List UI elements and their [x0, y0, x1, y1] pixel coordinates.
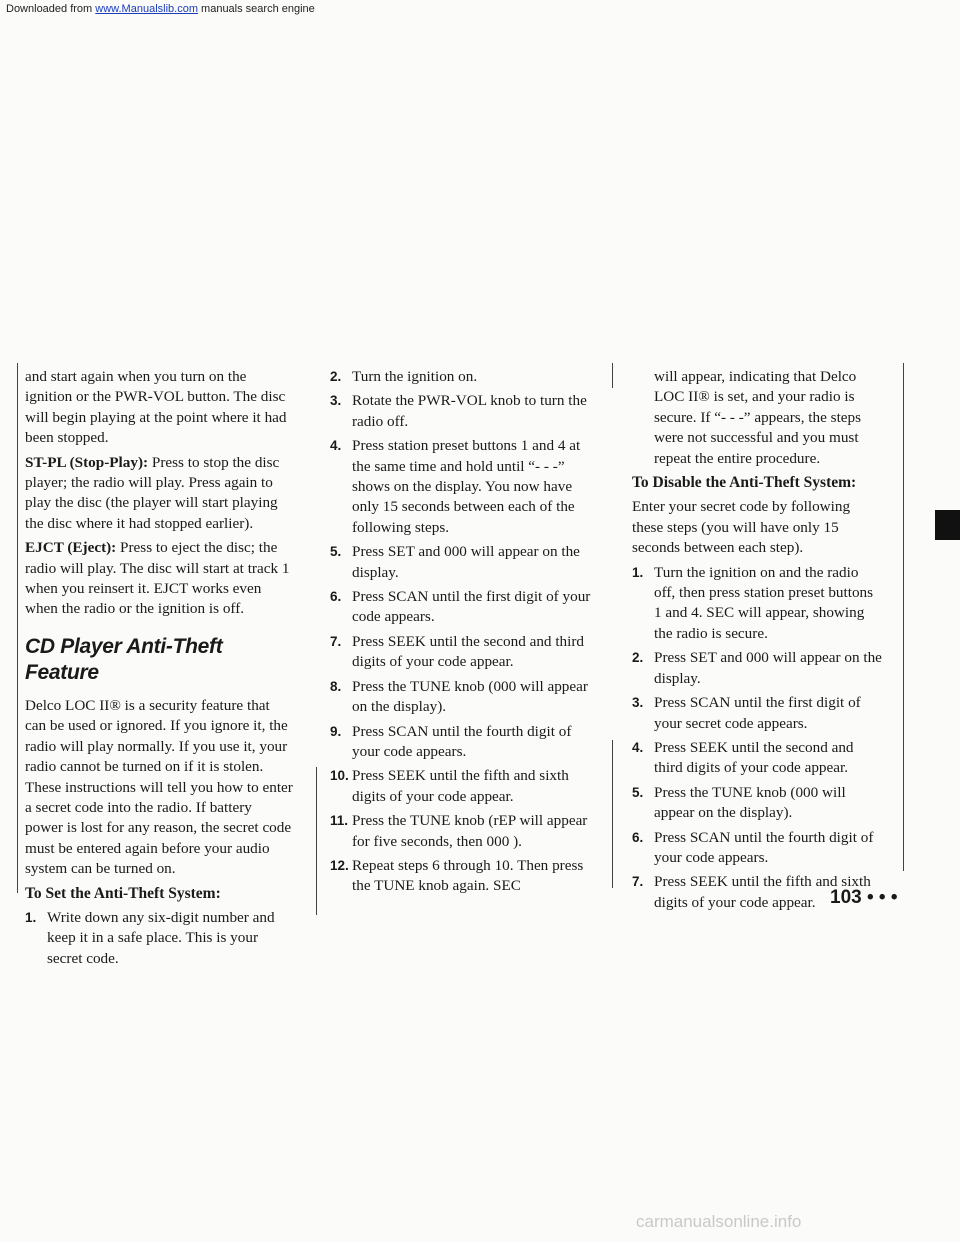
step-item: [330, 367, 602, 387]
step-text: Press the TUNE knob (000 will appear on the display).: [352, 677, 588, 716]
step-number: 9.: [330, 723, 342, 739]
set-system-heading: To Set the Anti-Theft System:: [25, 884, 221, 902]
step-item: [330, 632, 602, 673]
step-number: 6.: [330, 589, 342, 605]
step-text: Press SEEK until the second and third digits of your code appear.: [352, 632, 585, 671]
header-suffix: manuals search engine: [197, 3, 315, 15]
step-item: [330, 391, 602, 432]
step-number: 7.: [632, 874, 644, 890]
step-text: Press the TUNE knob (000 will appear on the display).: [654, 783, 846, 822]
step-item: [632, 563, 882, 645]
step-text: Rotate the PWR-VOL knob to turn the radio off.: [352, 392, 587, 430]
step-text: Press SET and 000 will appear on the display.: [352, 543, 580, 581]
step-item: [330, 856, 602, 897]
step-text: Press SCAN until the first digit of your secret code appears.: [654, 694, 861, 732]
far-right-rule: [903, 363, 904, 871]
st-pl-label: ST-PL (Stop-Play):: [25, 453, 149, 471]
intro-paragraph: and start again when you turn on the ignition or the PWR-VOL button. The disc will begin playing at the point where it had been stopped.: [25, 368, 287, 447]
step-item: [330, 677, 602, 718]
step-number: 4.: [632, 739, 644, 755]
step-number: 1.: [25, 909, 37, 925]
step-item: [330, 542, 602, 583]
step-number: 3.: [330, 393, 342, 409]
footer-watermark: carmanualsonline.info: [636, 1212, 802, 1231]
header-prefix: Downloaded from: [6, 3, 96, 15]
step-number: 2.: [330, 369, 342, 384]
column-right: [632, 367, 882, 917]
step-text: Press SEEK until the second and third digits of your code appear.: [654, 738, 854, 777]
step-text: Press SCAN until the fourth digit of your code appears.: [654, 828, 874, 866]
download-header: [6, 3, 315, 15]
step-item: [330, 811, 602, 852]
set-step: [25, 908, 293, 969]
step-text: Press the TUNE knob (rEP will appear for five seconds, then 000 ).: [352, 812, 588, 850]
center-rule: [316, 767, 317, 915]
ejct-paragraph: [25, 538, 293, 620]
step-text: Repeat steps 6 through 10. Then press the TUNE knob again. SEC: [352, 856, 584, 895]
step-number: 3.: [632, 695, 644, 711]
step-number: 6.: [632, 829, 644, 845]
step-text: Press SCAN until the first digit of your code appears.: [352, 588, 591, 626]
step-text: Turn the ignition on.: [352, 368, 478, 385]
ejct-label: EJCT (Eject):: [25, 539, 117, 557]
step-number: 10.: [330, 768, 349, 784]
right-rule-top: [612, 363, 613, 388]
step-item: [632, 828, 882, 869]
page-number: 103 • • •: [830, 887, 898, 908]
step-text: Write down any six-digit number and keep it in a safe place. This is your secret code.: [47, 908, 275, 967]
step-item: [330, 766, 602, 807]
left-rule: [17, 363, 18, 893]
st-pl-text: Press to stop the disc player; the radio will play. Press again to play the disc (the player will start playing the disc where it had stopped earlier).: [25, 453, 280, 532]
step-item: [632, 693, 882, 734]
column-left: [25, 367, 293, 973]
disable-intro: Enter your secret code by following these steps (you will have only 15 seconds between each step).: [632, 498, 851, 557]
step-text: Press station preset buttons 1 and 4 at the same time and hold until “- - -” shows on the display. You now have only 15 seconds between each of the following steps.: [352, 437, 581, 536]
step-number: 11.: [330, 813, 349, 829]
step-item: [632, 648, 882, 689]
step-item: [632, 738, 882, 779]
right-rule-bottom: [612, 740, 613, 888]
anti-theft-heading: CD Player Anti-Theft Feature: [25, 634, 223, 684]
step-text: Press SEEK until the fifth and sixth digits of your code appear.: [654, 873, 871, 911]
step-item: [330, 436, 602, 538]
step-text: Turn the ignition on and the radio off, then press station preset buttons 1 and 4. SEC will appear, showing the radio is secure.: [654, 563, 874, 642]
step-item: [330, 587, 602, 628]
step-number: 8.: [330, 678, 342, 694]
column-middle: [330, 367, 602, 901]
ejct-text: Press to eject the disc; the radio will play. The disc will start at track 1 when you reinsert it. EJCT works even when the radio or the ignition is off.: [25, 539, 290, 618]
feature-paragraph: Delco LOC II® is a security feature that can be used or ignored. If you ignore it, the radio will play normally. If you use it, your radio cannot be turned on if it is stolen. These instructions will tell you how to enter a secret code into the radio. If battery power is lost for any reason, the secret code must be entered again before your audio system can be turned on.: [25, 696, 293, 878]
continuation-paragraph: will appear, indicating that Delco LOC II® is set, and your radio is secure. If “- - -” appears, the steps were not successful and you must repeat the entire procedure.: [654, 368, 862, 467]
step-item: [632, 783, 882, 824]
disable-system-heading: To Disable the Anti-Theft System:: [632, 474, 857, 492]
step-number: 5.: [330, 544, 342, 560]
step-text: Press SET and 000 will appear on the display.: [654, 649, 882, 687]
st-pl-paragraph: [25, 453, 293, 535]
section-tab-marker: [935, 510, 960, 540]
step-number: 4.: [330, 438, 342, 454]
disable-steps: [632, 563, 882, 914]
step-item: [330, 722, 602, 763]
step-number: 7.: [330, 633, 342, 649]
step-number: 5.: [632, 784, 644, 800]
step-number: 2.: [632, 650, 644, 666]
step-text: Press SCAN until the fourth digit of your code appears.: [352, 722, 572, 760]
step-number: 1.: [632, 564, 644, 580]
step-text: Press SEEK until the fifth and sixth digits of your code appear.: [352, 767, 569, 805]
step-number: 12.: [330, 857, 349, 873]
manualslib-link[interactable]: www.Manualslib.com: [95, 3, 198, 15]
